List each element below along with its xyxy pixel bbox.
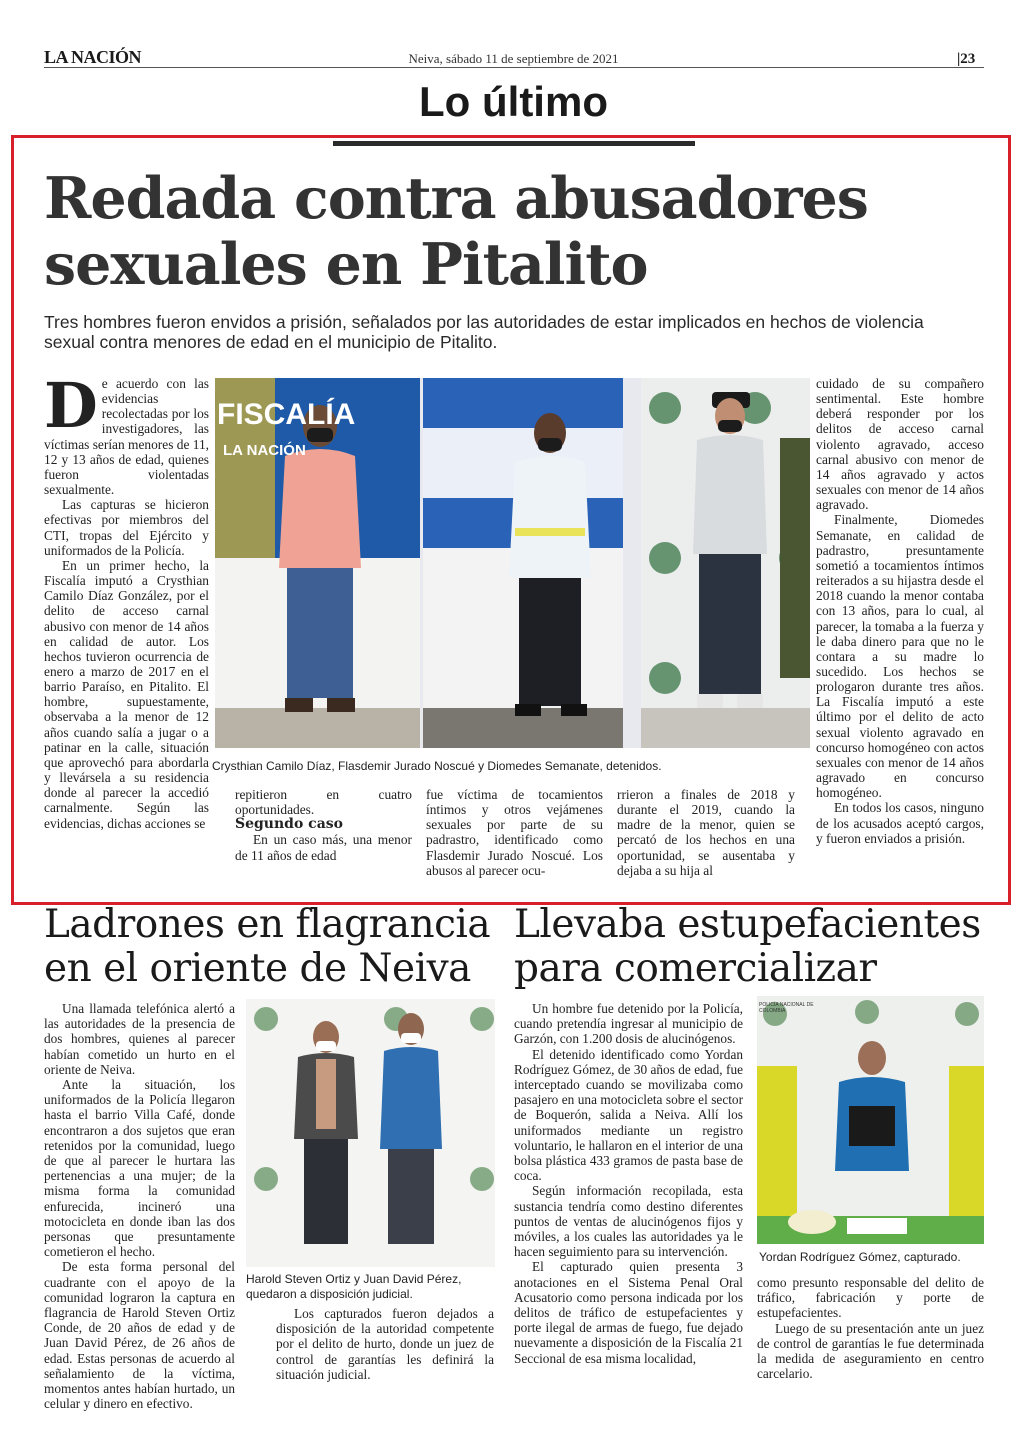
subheading: Segundo caso [235, 816, 343, 833]
story2-photo-illustration [246, 999, 495, 1267]
paragraph: como presunto responsable del delito de tráfico, fabricación y porte de estupefacientes. [757, 1275, 984, 1321]
page-number: |23 [957, 51, 976, 67]
issue-date: Neiva, sábado 11 de septiembre de 2021 [408, 51, 619, 66]
story2-headline: Ladrones en flagrancia en el oriente de Neiva [44, 902, 491, 991]
paragraph: Los capturados fueron dejados a disposición de la autoridad competente por el delito de hurto, donde un juez de control de garantías les definirá la situación judicial. [276, 1306, 494, 1382]
paragraph: repitieron en cuatro oportunidades. [235, 787, 412, 818]
paragraph: De esta forma personal del cuadrante con el apoyo de la comunidad lograron la captura en flagrancia de Harold Steven Ortiz Conde, de 20 años de edad y de Juan David Pérez, de 26 años de edad. Estas personas de acuerdo al señalamiento de la víctima, momentos antes habían hurtado, un celular y dinero en efectivo. [44, 1259, 235, 1412]
paragraph: El detenido identificado como Yordan Rodríguez Gómez, de 30 años de edad, fue interceptado cuando se movilizaba como pasajero en una motocicleta sobre el sector de Boquerón, salida a Neiva. Allí los uniformados mediante un registro voluntario, le hallaron en el interior de una bolsa plástica 433 gramos de pasta base de coca. [514, 1046, 743, 1184]
story2-photo-caption: Harold Steven Ortiz y Juan David Pérez, quedaron a disposición judicial. [246, 1272, 462, 1301]
main-column-4 [617, 787, 795, 878]
paragraph: cuidado de su compañero sentimental. Este hombre deberá responder por los delitos de acceso carnal violento agravado, acceso carnal abusivo con menor de 14 años agravado y actos sexuales con menor de 14 años agravado. [816, 376, 984, 513]
paragraph: Una llamada telefónica alertó a las autoridades de la presencia de dos hombres, quienes al parecer habían cometido un hurto en el oriente de Neiva. [44, 1001, 235, 1077]
story3-photo-illustration [757, 996, 984, 1244]
fiscalia-sign: FISCALÍA [217, 398, 356, 431]
section-title: Lo último [419, 78, 608, 125]
police-label: POLICÍA NACIONAL DE COLOMBIA [759, 1002, 814, 1014]
main-photo [215, 378, 810, 748]
paragraph: En un primer hecho, la Fiscalía imputó a Crysthian Camilo Díaz González, por el delito de acceso carnal abusivo con menor de 14 años en calidad de autor. Los hechos tuvieron ocurrencia de enero a marzo de 2017 en el barrio Paraíso, en Pitalito. El hombre, supuestamente, observaba a la menor de 12 años cuando salía a jugar o a patinar en la calle, situación que aprovechó para abordarla y llevársela a su residencia donde al parecer la accedió carnalmente. Según las evidencias, dichas acciones se [44, 557, 209, 831]
story2-column-2 [276, 1306, 494, 1382]
main-photo-caption: Crysthian Camilo Díaz, Flasdemir Jurado Noscué y Diomedes Semanate, detenidos. [212, 759, 662, 773]
drop-cap: D [44, 369, 98, 442]
main-column-3 [426, 787, 603, 878]
paragraph: El capturado quien presenta 3 anotaciones en el Sistema Penal Oral Acusatorio como persona indicada por los delitos de tráfico de estupefacientes y porte ilegal de armas de fuego, fue dejado nuevamente a disposición de la Fiscalía 21 Seccional de esa misma localidad, [514, 1259, 743, 1366]
story3-column-1 [514, 1001, 743, 1366]
paragraph: En un caso más, una menor de 11 años de edad [235, 832, 412, 863]
header-rule [44, 67, 984, 68]
story3-headline: Llevaba estupefacientes para comercializar [514, 902, 981, 991]
main-column-2 [235, 787, 412, 863]
paragraph: Finalmente, Diomedes Semanate, en calidad de padrastro, presuntamente sometió a tocamientos íntimos reiterados a su hijastra desde el 2018 cuando la menor contaba con 13 años, para lo cual, al parecer, la tomaba a la fuerza y le daba dinero para que no le contara a su madre lo sucedido. Los hechos se prologaron durante tres años. La Fiscalía imputó a este último por el delito de acto sexual violento agravado en concurso homogéneo con actos sexuales con menor de 14 años agravado en concurso homogéneo. [816, 512, 984, 801]
main-headline: Redada contra abusadores sexuales en Pitalito [44, 165, 868, 298]
paragraph: fue víctima de tocamientos íntimos y otros vejámenes sexuales por parte de su padrastro, identificado como Flasdemir Jurado Noscué. Los abusos al parecer ocu- [426, 787, 603, 878]
story2-photo [246, 999, 495, 1267]
main-photo-illustration [215, 378, 810, 748]
paragraph: Ante la situación, los uniformados de la Policía llegaron hasta el barrio Villa Café, donde encontraron a dos sujetos que eran retenidos por la comunidad, luego de que al parecer le hurtara las pertenencias a una mujer; de la misma forma la comunidad enfurecida, incineró una motocicleta en donde iban las dos personas que presuntamente cometieron el hecho. [44, 1077, 235, 1260]
story3-photo-caption: Yordan Rodríguez Gómez, capturado. [759, 1250, 961, 1264]
main-lead: Tres hombres fueron envidos a prisión, señalados por las autoridades de estar implicados en hechos de violencia sexual contra menores de edad en el municipio de Pitalito. [44, 312, 924, 352]
story3-column-2 [757, 1275, 984, 1381]
paragraph: e acuerdo con las evidencias recolectadas por los investigadores, las víctimas serían menores de 11, 12 y 13 años de edad, quienes fueron violentadas sexualmente. [44, 376, 209, 498]
story2-column-1 [44, 1001, 235, 1411]
main-column-5 [816, 376, 984, 846]
newspaper-logo: LA NACIÓN [44, 47, 142, 67]
paragraph: rrieron a finales de 2018 y durante el 2019, cuando la madre de la menor, quien se percató de los hechos en una oportunidad, se ausentaba y dejaba a su hija al [617, 787, 795, 878]
story3-photo [757, 996, 984, 1244]
paragraph: Según información recopilada, esta sustancia tendría como destino diferentes puntos de ventas de alucinógenos fijos y móviles, a los cuales las autoridades ya le hacen seguimiento para su intervención. [514, 1183, 743, 1260]
photo-watermark: LA NACIÓN [223, 442, 306, 459]
paragraph: Un hombre fue detenido por la Policía, cuando pretendía ingresar al municipio de Garzón, con 1.200 dosis de alucinógenos. [514, 1001, 743, 1047]
paragraph: Luego de su presentación ante un juez de control de garantías le fue determinada la medida de aseguramiento en centro carcelario. [757, 1320, 984, 1382]
paragraph: En todos los casos, ninguno de los acusados aceptó cargos, y fueron enviados a prisión. [816, 800, 984, 846]
main-column-1 [44, 369, 209, 831]
paragraph: Las capturas se hicieron efectivas por miembros del CTI, tropas del Ejército y uniformados de la Policía. [44, 497, 209, 558]
